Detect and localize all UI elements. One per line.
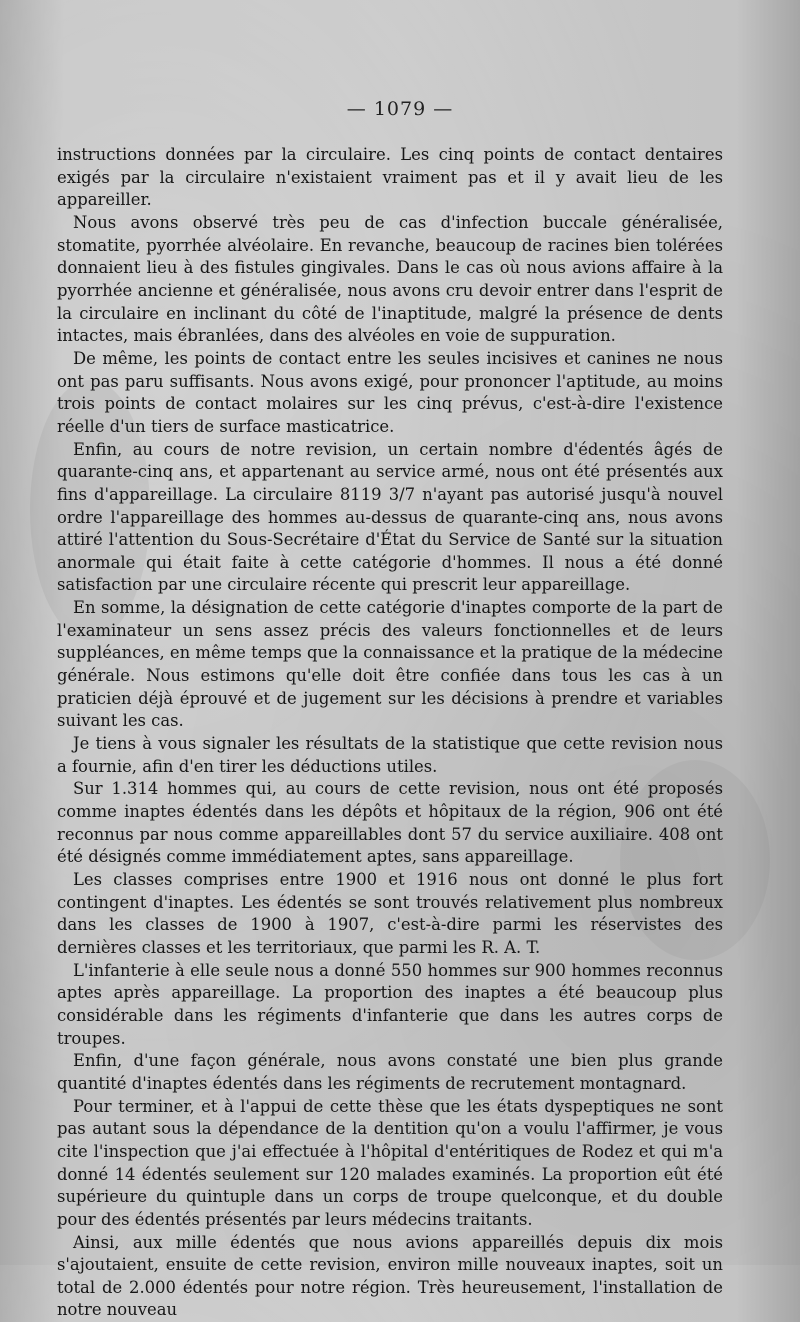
paragraph: Nous avons observé très peu de cas d'infection buccale généralisée, stomatite, pyorrhée alvéolaire. En revanche, beaucoup de racines bien tolérées donnaient lieu à des fistules gingivales. Dans le cas où nous avions affaire à la pyorrhée ancienne et généralisée, nous avons cru devoir entrer dans l'esprit de la circulaire en inclinant du côté de l'inaptitude, malgré la présence de dents intactes, mais ébranlées, dans des alvéoles en voie de suppuration. [57,212,723,348]
paragraph: instructions données par la circulaire. Les cinq points de contact dentaires exigés par la circulaire n'existaient vraiment pas et il y avait lieu de les appareiller. [57,144,723,212]
paragraph: Je tiens à vous signaler les résultats de la statistique que cette revision nous a fournie, afin d'en tirer les déductions utiles. [57,733,723,778]
paragraph: Enfin, d'une façon générale, nous avons constaté une bien plus grande quantité d'inaptes édentés dans les régiments de recrutement montagnard. [57,1050,723,1095]
paragraph: De même, les points de contact entre les seules incisives et canines ne nous ont pas paru suffisants. Nous avons exigé, pour prononcer l'aptitude, au moins trois points de contact molaires sur les cinq prévus, c'est-à-dire l'existence réelle d'un tiers de surface masticatrice. [57,348,723,439]
paragraph: Les classes comprises entre 1900 et 1916 nous ont donné le plus fort contingent d'inaptes. Les édentés se sont trouvés relativement plus nombreux dans les classes de 1900 à 1907, c'est-à-dire parmi les réservistes des dernières classes et les territoriaux, que parmi les R. A. T. [57,869,723,960]
paragraph: Enfin, au cours de notre revision, un certain nombre d'édentés âgés de quarante-cinq ans, et appartenant au service armé, nous ont été présentés aux fins d'appareillage. La circulaire 8119 3/7 n'ayant pas autorisé jusqu'à nouvel ordre l'appareillage des hommes au-dessus de quarante-cinq ans, nous avons attiré l'attention du Sous-Secrétaire d'État du Service de Santé sur la situation anormale qui était faite à cette catégorie d'hommes. Il nous a été donné satisfaction par une circulaire récente qui prescrit leur appareillage. [57,439,723,598]
paragraph: En somme, la désignation de cette catégorie d'inaptes comporte de la part de l'examinateur un sens assez précis des valeurs fonctionnelles et de leurs suppléances, en même temps que la connaissance et la pratique de la médecine générale. Nous estimons qu'elle doit être confiée dans tous les cas à un praticien déjà éprouvé et de jugement sur les décisions à prendre et variables suivant les cas. [57,597,723,733]
paragraph: Ainsi, aux mille édentés que nous avions appareillés depuis dix mois s'ajoutaient, ensuite de cette revision, environ mille nouveaux inaptes, soit un total de 2.000 édentés pour notre région. Très heureusement, l'installation de notre nouveau [57,1232,723,1322]
body-text [57,144,723,1322]
paragraph: L'infanterie à elle seule nous a donné 550 hommes sur 900 hommes reconnus aptes après appareillage. La proportion des inaptes a été beaucoup plus considérable dans les régiments d'infanterie que dans les autres corps de troupes. [57,960,723,1051]
paragraph: Pour terminer, et à l'appui de cette thèse que les états dyspeptiques ne sont pas autant sous la dépendance de la dentition qu'on a voulu l'affirmer, je vous cite l'inspection que j'ai effectuée à l'hôpital d'entéritiques de Rodez et qui m'a donné 14 édentés seulement sur 120 malades examinés. La proportion eût été supérieure du quintuple dans un corps de troupe quelconque, et du double pour des édentés présentés par leurs médecins traitants. [57,1096,723,1232]
paragraph: Sur 1.314 hommes qui, au cours de cette revision, nous ont été proposés comme inaptes édentés dans les dépôts et hôpitaux de la région, 906 ont été reconnus par nous comme appareillables dont 57 du service auxiliaire. 408 ont été désignés comme immédiatement aptes, sans appareillage. [57,778,723,869]
page-number: — 1079 — [0,98,800,120]
